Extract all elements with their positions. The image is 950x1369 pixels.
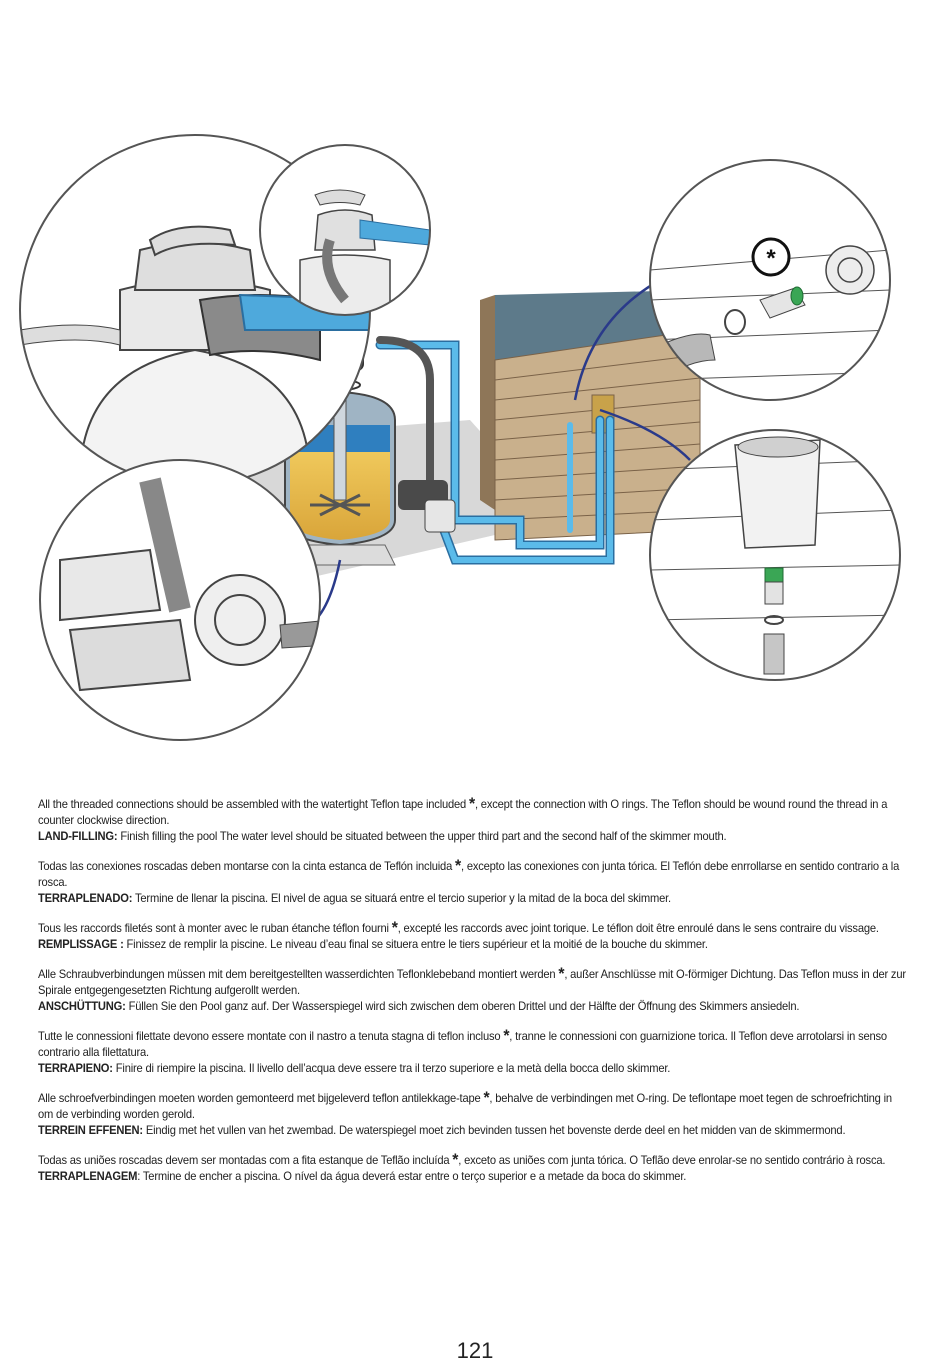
lead-heading: REMPLISSAGE :: [38, 937, 124, 951]
paragraph-fr: [38, 920, 908, 952]
paragraph-pt: [38, 1152, 908, 1184]
callout-star-symbol: *: [766, 245, 776, 272]
star-symbol: *: [483, 1088, 490, 1107]
intro-text-cont: , behalve de verbindingen met O-ring. De teflontape moet tegen de schroefrichting in om de verbinding worden gerold.: [38, 1091, 892, 1121]
lead-heading: TERRAPLENADO:: [38, 891, 133, 905]
intro-text-cont: , exceto as uniões com junta tórica. O Teflão deve enrolar-se no sentido contrário à rosca.: [458, 1153, 886, 1167]
star-symbol: *: [503, 1026, 510, 1045]
intro-text: Tutte le connessioni filettate devono essere montate con il nastro a tenuta stagna di teflon incluso: [38, 1029, 504, 1043]
intro-text-cont: , tranne le connessioni con guarnizione torica. Il Teflon deve arrotolarsi in senso contrario alla filettatura.: [38, 1029, 887, 1059]
lead-text: Termine de llenar la piscina. El nivel de agua se situará entre el tercio superior y la mitad de la boca del skimmer.: [132, 891, 671, 905]
lead-text: : Termine de encher a piscina. O nível da água deverá estar entre o terço superior e a metade da boca do skimmer.: [137, 1169, 687, 1183]
intro-text: Todas las conexiones roscadas deben montarse con la cinta estanca de Teflón incluida: [38, 859, 456, 873]
paragraph-en: [38, 796, 908, 844]
lead-heading: ANSCHÜTTUNG:: [38, 999, 126, 1013]
paragraph-es: [38, 858, 908, 906]
intro-text-cont: , außer Anschlüsse mit O-förmiger Dichtung. Das Teflon muss in der zur Spirale entgegengesetzten Richtung aufgerollt werden.: [38, 967, 906, 997]
lead-text: Finissez de remplir la piscine. Le niveau d’eau final se situera entre le tiers supérieur et la moitié de la bouche du skimmer.: [123, 937, 708, 951]
page-number: 121: [456, 1338, 494, 1363]
lead-text: Finire di riempire la piscina. Il livello dell’acqua deve essere tra il terzo superiore e la metà della bocca dello skimmer.: [112, 1061, 671, 1075]
paragraph-it: [38, 1028, 908, 1076]
lead-text: Füllen Sie den Pool ganz auf. Der Wasserspiegel wird sich zwischen dem oberen Drittel und der Hälfte der Öffnung des Skimmers ansiedeln.: [125, 999, 800, 1013]
intro-text-cont: , excepto las conexiones con junta tórica. El Teflón debe enrrollarse en sentido contrario a la rosca.: [38, 859, 900, 889]
intro-text-cont: , excepté les raccords avec joint torique. Le téflon doit être enroulé dans le sens contraire du vissage.: [397, 921, 879, 935]
star-symbol: *: [455, 856, 461, 875]
paragraph-de: [38, 966, 908, 1014]
skimmer-detail-circle: [650, 430, 900, 680]
star-symbol: *: [468, 794, 475, 813]
intro-text: Alle schroefverbindingen moeten worden gemonteerd met bijgeleverd teflon antilekkage-tape: [38, 1091, 484, 1105]
skimmer-fitting-circle: [650, 160, 890, 400]
teflon-callout-marker: [753, 239, 789, 275]
lead-text: Finish filling the pool The water level should be situated between the upper third part and the second half of the skimmer mouth.: [117, 829, 727, 843]
paragraph-nl: [38, 1090, 908, 1138]
lead-heading: TERREIN EFFENEN:: [38, 1123, 143, 1137]
lead-text: Eindig met het vullen van het zwembad. De waterspiegel moet zich bevinden tussen het bovenste derde deel en het midden van de skimmermond.: [142, 1123, 846, 1137]
lead-heading: LAND-FILLING:: [38, 829, 118, 843]
instructions-text: [38, 796, 910, 1198]
intro-text-cont: , except the connection with O rings. The Teflon should be wound round the thread in a counter clockwise direction.: [38, 797, 888, 827]
intro-text: All the threaded connections should be assembled with the watertight Teflon tape included: [38, 797, 469, 811]
star-symbol: *: [452, 1150, 459, 1169]
star-symbol: *: [391, 918, 398, 937]
intro-text: Todas as uniões roscadas devem ser montadas com a fita estanque de Teflão incluída: [38, 1153, 453, 1167]
intro-text: Alle Schraubverbindungen müssen mit dem bereitgestellten wasserdichten Teflonklebeband montiert werden: [38, 967, 559, 981]
intro-text: Tous les raccords filetés sont à monter avec le ruban étanche téflon fourni: [38, 921, 392, 935]
lead-heading: TERRAPIENO:: [38, 1061, 113, 1075]
star-symbol: *: [558, 964, 565, 983]
lead-heading: TERRAPLENAGEM: [38, 1169, 138, 1183]
